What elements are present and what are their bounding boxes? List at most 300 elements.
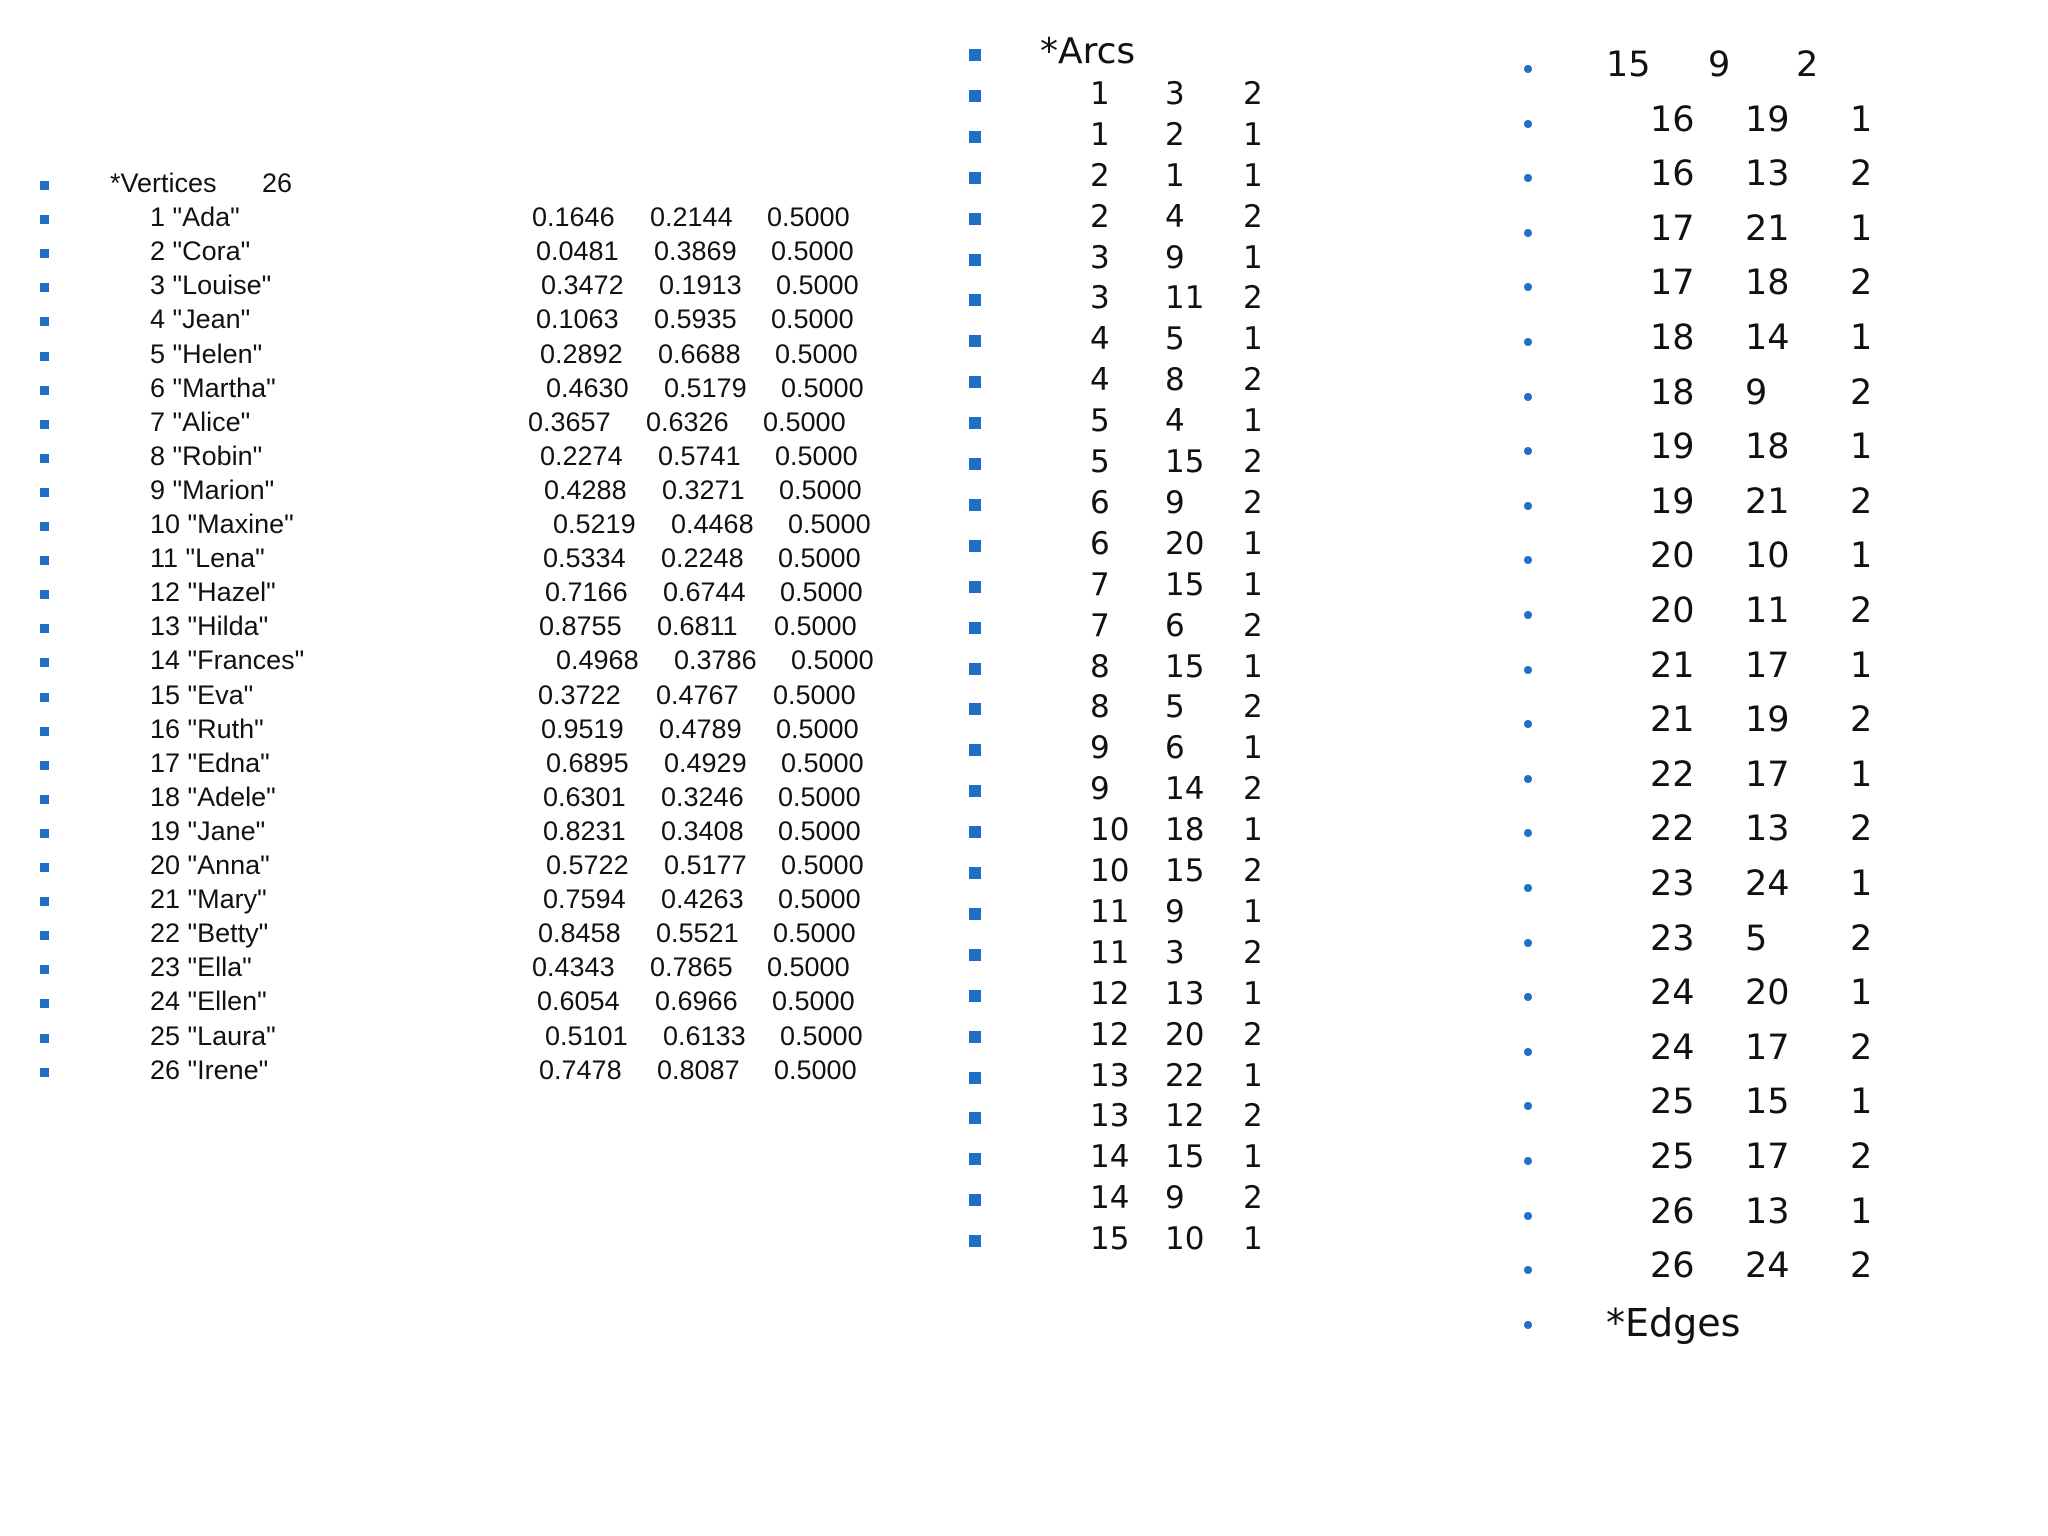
- vertex-z: 0.5000: [781, 747, 864, 778]
- dot-bullet-icon: [1524, 502, 1532, 510]
- vertex-z: 0.5000: [778, 543, 861, 574]
- arc-row: [960, 321, 1500, 362]
- edge-source: 21: [1650, 645, 1695, 686]
- arc-target: 9: [1165, 484, 1185, 521]
- vertex-x: 0.7594: [543, 884, 626, 915]
- vertex-x: 0.7166: [545, 577, 628, 608]
- edge-row: [1500, 45, 2048, 100]
- arc-row: [960, 280, 1500, 321]
- vertex-y: 0.3869: [654, 236, 737, 267]
- edge-row: [1500, 646, 2048, 701]
- edge-row: [1500, 973, 2048, 1028]
- dot-bullet-icon: [1524, 775, 1532, 783]
- vertex-row: [0, 236, 960, 270]
- arc-source: 5: [1090, 403, 1110, 440]
- square-bullet-icon: [969, 540, 981, 552]
- vertex-x: 0.4288: [544, 474, 627, 505]
- edge-source: 22: [1650, 809, 1695, 850]
- dot-bullet-icon: [1524, 174, 1532, 182]
- edge-row: [1500, 318, 2048, 373]
- arc-value: 1: [1243, 812, 1263, 849]
- arc-target: 12: [1165, 1098, 1205, 1135]
- square-bullet-icon: [969, 213, 981, 225]
- vertex-label: 11 "Lena": [150, 543, 265, 574]
- edge-row: [1500, 263, 2048, 318]
- vertex-x: 0.9519: [541, 713, 624, 744]
- edge-row: [1500, 700, 2048, 755]
- arc-target: 3: [1165, 75, 1185, 112]
- arc-target: 13: [1165, 975, 1205, 1012]
- edge-value: 2: [1850, 918, 1873, 959]
- vertex-label: 16 "Ruth": [150, 713, 264, 744]
- arc-row: [960, 812, 1500, 853]
- edge-row: [1500, 1028, 2048, 1083]
- dot-bullet-icon: [1524, 1321, 1532, 1329]
- arc-source: 9: [1090, 771, 1110, 808]
- edge-target: 20: [1745, 973, 1790, 1014]
- square-bullet-icon: [969, 785, 981, 797]
- vertex-x: 0.5334: [543, 543, 626, 574]
- vertex-x: 0.8231: [543, 815, 626, 846]
- edge-row: [1500, 755, 2048, 810]
- arc-value: 2: [1243, 934, 1263, 971]
- vertex-x: 0.6054: [537, 986, 620, 1017]
- edge-source: 18: [1650, 372, 1695, 413]
- arc-target: 20: [1165, 525, 1205, 562]
- vertex-y: 0.3408: [661, 815, 744, 846]
- vertex-row: [0, 270, 960, 304]
- vertex-row: [0, 1055, 960, 1089]
- edges-header: *Edges: [1606, 1300, 1741, 1345]
- arc-source: 5: [1090, 444, 1110, 480]
- vertex-x: 0.6301: [543, 781, 626, 812]
- edge-value: 2: [1850, 809, 1873, 850]
- edge-value: 1: [1850, 536, 1873, 577]
- vertex-row: [0, 645, 960, 679]
- edge-row: [1500, 809, 2048, 864]
- edge-value: 1: [1850, 99, 1873, 140]
- vertex-z: 0.5000: [772, 986, 855, 1017]
- vertex-z: 0.5000: [776, 270, 859, 301]
- vertex-row: [0, 748, 960, 782]
- square-bullet-icon: [969, 49, 981, 61]
- vertex-label: 9 "Marion": [150, 474, 275, 505]
- square-bullet-icon: [40, 488, 49, 497]
- arc-target: 9: [1165, 239, 1185, 276]
- vertex-x: 0.5722: [546, 850, 629, 880]
- edge-source: 19: [1650, 427, 1695, 468]
- vertex-row: [0, 816, 960, 850]
- vertex-z: 0.5000: [773, 918, 856, 949]
- edge-target: 13: [1745, 1191, 1790, 1232]
- vertex-y: 0.7865: [650, 952, 733, 983]
- vertex-y: 0.6688: [658, 338, 741, 369]
- square-bullet-icon: [40, 590, 49, 599]
- square-bullet-icon: [40, 795, 49, 804]
- edge-target: 13: [1745, 809, 1790, 850]
- arcs-header: *Arcs: [1040, 31, 1136, 72]
- arc-target: 15: [1165, 444, 1205, 480]
- vertex-label: 19 "Jane": [150, 815, 266, 846]
- arc-target: 2: [1165, 116, 1185, 153]
- dot-bullet-icon: [1524, 447, 1532, 455]
- vertex-label: 24 "Ellen": [150, 986, 267, 1017]
- vertex-label: 1 "Ada": [150, 202, 240, 233]
- edge-row: [1500, 591, 2048, 646]
- arc-source: 2: [1090, 198, 1110, 235]
- vertex-y: 0.3246: [661, 781, 744, 812]
- vertex-row: [0, 373, 960, 407]
- square-bullet-icon: [40, 624, 49, 633]
- edge-row: [1500, 373, 2048, 428]
- arc-row: [960, 240, 1500, 281]
- edge-source: 17: [1650, 263, 1695, 304]
- vertex-row: [0, 611, 960, 645]
- arc-target: 3: [1165, 934, 1185, 971]
- arc-value: 1: [1243, 730, 1263, 767]
- vertex-x: 0.5101: [545, 1020, 628, 1051]
- vertex-x: 0.8458: [538, 918, 621, 949]
- vertex-z: 0.5000: [773, 679, 856, 710]
- edge-row: [1500, 209, 2048, 264]
- edge-value: 2: [1850, 1246, 1873, 1287]
- square-bullet-icon: [969, 744, 981, 756]
- vertex-y: 0.4789: [659, 713, 742, 744]
- arc-source: 12: [1090, 975, 1130, 1012]
- edge-source: 25: [1650, 1137, 1695, 1177]
- arc-target: 5: [1165, 689, 1185, 726]
- edge-target: 15: [1745, 1082, 1790, 1123]
- arc-row: [960, 158, 1500, 199]
- arc-value: 1: [1243, 321, 1263, 358]
- arc-row: [960, 526, 1500, 567]
- arc-row: [960, 1058, 1500, 1099]
- arc-row: [960, 1180, 1500, 1221]
- vertex-z: 0.5000: [781, 850, 864, 880]
- arc-row: [960, 403, 1500, 444]
- edge-target: 24: [1745, 1246, 1790, 1287]
- vertex-z: 0.5000: [779, 474, 862, 505]
- arc-target: 6: [1165, 607, 1185, 644]
- edge-target: 17: [1745, 645, 1790, 686]
- arc-value: 1: [1243, 525, 1263, 562]
- square-bullet-icon: [40, 454, 49, 463]
- arcs-header-row: [960, 31, 1500, 76]
- vertex-y: 0.6133: [663, 1020, 746, 1051]
- arc-source: 13: [1090, 1098, 1130, 1135]
- arc-target: 4: [1165, 198, 1185, 235]
- edge-value: 2: [1850, 591, 1873, 631]
- arc-row: [960, 1017, 1500, 1058]
- edge-value: 2: [1796, 45, 1819, 85]
- square-bullet-icon: [40, 829, 49, 838]
- dot-bullet-icon: [1524, 393, 1532, 401]
- arc-target: 15: [1165, 853, 1205, 889]
- edge-row: [1500, 919, 2048, 974]
- dot-bullet-icon: [1524, 338, 1532, 346]
- dot-bullet-icon: [1524, 1048, 1532, 1056]
- vertices-count: 26: [262, 168, 293, 198]
- vertex-y: 0.6811: [657, 611, 738, 642]
- edge-target: 18: [1745, 427, 1790, 468]
- square-bullet-icon: [969, 499, 981, 511]
- edges-footer-row: [1500, 1301, 2048, 1356]
- dot-bullet-icon: [1524, 1157, 1532, 1165]
- square-bullet-icon: [40, 1034, 49, 1043]
- vertex-label: 8 "Robin": [150, 440, 263, 471]
- square-bullet-icon: [40, 1068, 49, 1077]
- arc-row: [960, 894, 1500, 935]
- vertex-row: [0, 680, 960, 714]
- square-bullet-icon: [969, 581, 981, 593]
- arc-source: 12: [1090, 1016, 1130, 1053]
- vertex-x: 0.1063: [536, 304, 619, 335]
- vertex-row: [0, 304, 960, 338]
- arc-target: 8: [1165, 362, 1185, 399]
- vertices-header-label: *Vertices: [110, 168, 217, 198]
- vertex-row: [0, 509, 960, 543]
- square-bullet-icon: [40, 249, 49, 258]
- arcs-list: [960, 0, 1500, 1536]
- vertex-y: 0.5521: [656, 918, 739, 949]
- square-bullet-icon: [40, 897, 49, 906]
- arc-target: 14: [1165, 771, 1205, 808]
- edge-source: 21: [1650, 700, 1695, 741]
- square-bullet-icon: [40, 181, 49, 190]
- vertex-label: 23 "Ella": [150, 952, 252, 983]
- edge-row: [1500, 100, 2048, 155]
- vertex-z: 0.5000: [774, 1054, 857, 1085]
- edge-target: 14: [1745, 318, 1790, 358]
- edge-source: 16: [1650, 154, 1695, 195]
- arc-target: 10: [1165, 1221, 1205, 1258]
- edge-source: 20: [1650, 591, 1695, 631]
- vertex-z: 0.5000: [780, 577, 863, 608]
- edge-value: 1: [1850, 973, 1873, 1014]
- arc-source: 9: [1090, 730, 1110, 767]
- vertex-row: [0, 918, 960, 952]
- edge-row: [1500, 1192, 2048, 1247]
- arc-value: 2: [1243, 771, 1263, 808]
- edge-target: 9: [1745, 372, 1768, 413]
- square-bullet-icon: [969, 172, 981, 184]
- arc-source: 10: [1090, 853, 1130, 889]
- square-bullet-icon: [969, 1072, 981, 1084]
- arc-value: 1: [1243, 403, 1263, 440]
- arc-value: 1: [1243, 116, 1263, 153]
- edge-target: 17: [1745, 754, 1790, 795]
- square-bullet-icon: [40, 283, 49, 292]
- edge-target: 18: [1745, 263, 1790, 304]
- arc-source: 2: [1090, 157, 1110, 194]
- square-bullet-icon: [969, 254, 981, 266]
- arc-value: 2: [1243, 607, 1263, 644]
- edge-target: 11: [1745, 591, 1790, 631]
- arc-row: [960, 76, 1500, 117]
- square-bullet-icon: [40, 420, 49, 429]
- edge-row: [1500, 482, 2048, 537]
- edge-value: 2: [1850, 154, 1873, 195]
- vertex-label: 25 "Laura": [150, 1020, 276, 1051]
- edge-value: 1: [1850, 645, 1873, 686]
- vertex-row: [0, 441, 960, 475]
- square-bullet-icon: [969, 908, 981, 920]
- arc-row: [960, 935, 1500, 976]
- edge-source: 19: [1650, 481, 1695, 522]
- arc-row: [960, 199, 1500, 240]
- arc-value: 1: [1243, 975, 1263, 1012]
- vertex-z: 0.5000: [788, 509, 871, 539]
- arc-row: [960, 567, 1500, 608]
- dot-bullet-icon: [1524, 1212, 1532, 1220]
- dot-bullet-icon: [1524, 611, 1532, 619]
- arc-row: [960, 1139, 1500, 1180]
- arc-value: 2: [1243, 853, 1263, 889]
- vertex-z: 0.5000: [780, 1020, 863, 1051]
- edge-value: 1: [1850, 754, 1873, 795]
- arc-source: 8: [1090, 689, 1110, 726]
- arc-value: 2: [1243, 1016, 1263, 1053]
- vertex-x: 0.4630: [546, 372, 629, 403]
- arc-row: [960, 1221, 1500, 1262]
- arc-row: [960, 976, 1500, 1017]
- edge-source: 24: [1650, 973, 1695, 1014]
- arc-value: 2: [1243, 362, 1263, 399]
- square-bullet-icon: [969, 1031, 981, 1043]
- edge-value: 2: [1850, 481, 1873, 522]
- dot-bullet-icon: [1524, 993, 1532, 1001]
- arc-target: 1: [1165, 157, 1185, 194]
- vertex-label: 10 "Maxine": [150, 509, 294, 539]
- vertex-label: 5 "Helen": [150, 338, 263, 369]
- edge-target: 24: [1745, 864, 1790, 904]
- vertex-z: 0.5000: [781, 372, 864, 403]
- edge-value: 2: [1850, 372, 1873, 413]
- arc-row: [960, 689, 1500, 730]
- dot-bullet-icon: [1524, 720, 1532, 728]
- square-bullet-icon: [969, 867, 981, 879]
- edge-source: 23: [1650, 864, 1695, 904]
- edge-source: 18: [1650, 318, 1695, 358]
- vertex-y: 0.4468: [671, 509, 754, 539]
- arc-row: [960, 1098, 1500, 1139]
- vertices-list: [0, 0, 960, 1536]
- vertex-y: 0.3786: [674, 645, 757, 676]
- edge-target: 17: [1745, 1027, 1790, 1068]
- arc-value: 2: [1243, 198, 1263, 235]
- square-bullet-icon: [969, 294, 981, 306]
- arc-source: 14: [1090, 1139, 1130, 1176]
- arc-source: 7: [1090, 607, 1110, 644]
- arc-value: 1: [1243, 239, 1263, 276]
- square-bullet-icon: [969, 1112, 981, 1124]
- arc-source: 1: [1090, 75, 1110, 112]
- arc-target: 18: [1165, 812, 1205, 849]
- vertex-z: 0.5000: [767, 952, 850, 983]
- vertices-header-row: [0, 168, 960, 202]
- vertex-y: 0.5177: [664, 850, 747, 880]
- vertex-label: 4 "Jean": [150, 304, 251, 335]
- square-bullet-icon: [40, 215, 49, 224]
- square-bullet-icon: [40, 556, 49, 565]
- square-bullet-icon: [969, 131, 981, 143]
- edge-value: 2: [1850, 1137, 1873, 1177]
- vertex-x: 0.2892: [540, 338, 623, 369]
- arc-source: 7: [1090, 566, 1110, 603]
- arc-target: 22: [1165, 1057, 1205, 1094]
- edge-source: 26: [1650, 1246, 1695, 1287]
- arc-row: [960, 771, 1500, 812]
- arc-source: 13: [1090, 1057, 1130, 1094]
- square-bullet-icon: [40, 761, 49, 770]
- vertex-y: 0.1913: [659, 270, 742, 301]
- dot-bullet-icon: [1524, 939, 1532, 947]
- vertex-x: 0.2274: [540, 440, 623, 471]
- dot-bullet-icon: [1524, 829, 1532, 837]
- square-bullet-icon: [969, 417, 981, 429]
- square-bullet-icon: [969, 335, 981, 347]
- square-bullet-icon: [969, 949, 981, 961]
- arc-value: 2: [1243, 444, 1263, 480]
- arc-target: 4: [1165, 403, 1185, 440]
- arc-value: 1: [1243, 1057, 1263, 1094]
- vertex-label: 7 "Alice": [150, 406, 251, 437]
- dot-bullet-icon: [1524, 1102, 1532, 1110]
- edge-row: [1500, 864, 2048, 919]
- dot-bullet-icon: [1524, 229, 1532, 237]
- arc-source: 15: [1090, 1221, 1130, 1258]
- vertex-row: [0, 850, 960, 884]
- arc-source: 6: [1090, 525, 1110, 562]
- vertex-y: 0.2248: [661, 543, 744, 574]
- vertex-x: 0.3657: [528, 406, 611, 437]
- dot-bullet-icon: [1524, 120, 1532, 128]
- arc-target: 15: [1165, 648, 1205, 685]
- vertex-row: [0, 952, 960, 986]
- vertex-z: 0.5000: [763, 406, 846, 437]
- dot-bullet-icon: [1524, 666, 1532, 674]
- arc-source: 4: [1090, 321, 1110, 358]
- vertex-y: 0.6966: [655, 986, 738, 1017]
- vertex-label: 14 "Frances": [150, 645, 305, 676]
- arc-row: [960, 608, 1500, 649]
- vertex-row: [0, 202, 960, 236]
- arc-source: 11: [1090, 893, 1130, 930]
- square-bullet-icon: [969, 376, 981, 388]
- vertex-row: [0, 475, 960, 509]
- vertex-label: 6 "Martha": [150, 372, 276, 403]
- square-bullet-icon: [40, 863, 49, 872]
- vertex-row: [0, 543, 960, 577]
- vertex-z: 0.5000: [767, 202, 850, 233]
- square-bullet-icon: [969, 1194, 981, 1206]
- edge-source: 20: [1650, 536, 1695, 577]
- edge-target: 10: [1745, 536, 1790, 577]
- edge-source: 15: [1606, 45, 1651, 85]
- vertex-y: 0.6326: [646, 406, 729, 437]
- arc-source: 8: [1090, 648, 1110, 685]
- edge-value: 2: [1850, 700, 1873, 741]
- vertex-label: 22 "Betty": [150, 918, 269, 949]
- arc-target: 6: [1165, 730, 1185, 767]
- arc-value: 1: [1243, 893, 1263, 930]
- square-bullet-icon: [40, 317, 49, 326]
- vertex-z: 0.5000: [775, 440, 858, 471]
- dot-bullet-icon: [1524, 1266, 1532, 1274]
- vertex-z: 0.5000: [771, 304, 854, 335]
- vertex-y: 0.8087: [657, 1054, 740, 1085]
- vertex-row: [0, 782, 960, 816]
